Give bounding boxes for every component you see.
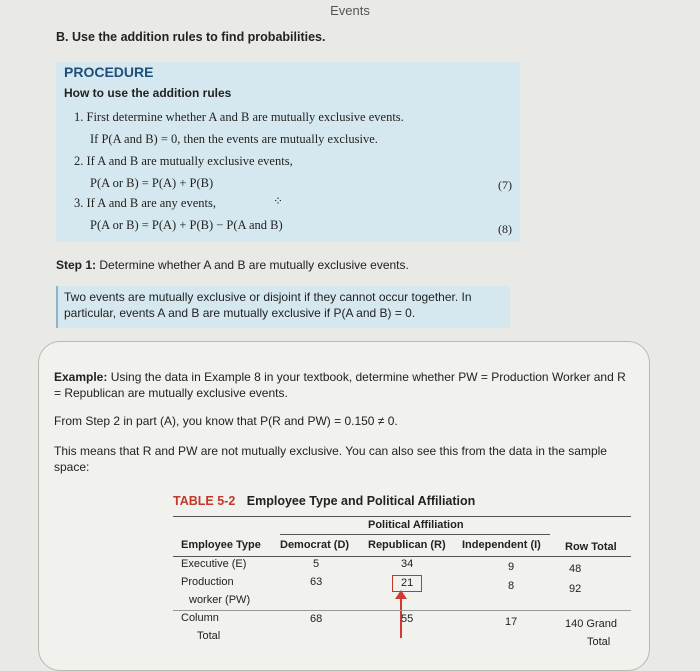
example-conclusion: This means that R and PW are not mutually exclusive. You can also see this from the data in the sample space: <box>54 444 607 474</box>
col-header-democrat: Democrat (D) <box>280 539 350 551</box>
procedure-line-1: 1. First determine whether A and B are mutually exclusive events. <box>74 110 404 124</box>
procedure-line-6: P(A or B) = P(A) + P(B) − P(A and B) <box>90 218 283 232</box>
row-column-total-i: 17 <box>505 616 518 628</box>
col-header-employee-type: Employee Type <box>181 539 261 551</box>
step-1-text: Determine whether A and B are mutually exclusive events. <box>99 258 409 272</box>
definition-box <box>56 286 510 328</box>
row-executive-type: Executive (E) <box>181 558 247 570</box>
col-header-independent: Independent (I) <box>462 539 541 551</box>
procedure-line-5: 3. If A and B are any events, <box>74 196 216 210</box>
example-intro <box>54 369 634 401</box>
procedure-title: PROCEDURE <box>64 64 154 80</box>
procedure-subtitle: How to use the addition rules <box>64 86 232 100</box>
table-number: TABLE 5-2 <box>173 494 236 508</box>
step-1-label: Step 1: <box>56 258 97 272</box>
col-header-republican: Republican (R) <box>368 539 446 551</box>
row-column-total-total: 140 Grand <box>565 618 617 630</box>
section-title: B. Use the addition rules to find probabilities. <box>56 30 326 44</box>
row-production-r: 21 <box>401 577 414 589</box>
procedure-line-2: If P(A and B) = 0, then the events are mutually exclusive. <box>90 132 378 146</box>
row-executive-total: 48 <box>569 563 582 575</box>
cursor-icon: ⁘ <box>273 194 284 208</box>
example-intro-text: Using the data in Example 8 in your textbook, determine whether PW = Production Worker and R = Republican are mutually exclusive events. <box>54 370 626 400</box>
table-title-text: Employee Type and Political Affiliation <box>246 494 476 508</box>
step-1 <box>56 258 409 272</box>
example-label: Example: <box>54 370 108 384</box>
procedure-line-4: P(A or B) = P(A) + P(B) <box>90 176 214 190</box>
row-production-type: Production <box>181 576 234 588</box>
example-step2: From Step 2 in part (A), you know that P(R and PW) = 0.150 ≠ 0. <box>54 414 398 428</box>
row-column-total-type: Column <box>181 612 219 624</box>
equation-number-7: (7) <box>498 178 512 192</box>
group-header-rule <box>280 534 550 535</box>
definition-text: Two events are mutually exclusive or disjoint if they cannot occur together. In particular, events A and B are mutually exclusive if P(A and B) = 0. <box>64 290 472 320</box>
row-production-d: 63 <box>310 576 323 588</box>
header-rule <box>173 556 631 557</box>
page-header <box>0 0 700 26</box>
row-production-total: 92 <box>569 583 582 595</box>
procedure-box <box>56 62 520 242</box>
row-executive-i: 9 <box>508 561 515 573</box>
equation-number-8: (8) <box>498 222 512 236</box>
table-title <box>173 494 475 508</box>
row-executive-r: 34 <box>401 558 414 570</box>
total-rule <box>173 610 631 611</box>
group-header: Political Affiliation <box>368 519 464 531</box>
row-column-total-r: 55 <box>401 613 414 625</box>
row-column-total-total-line2: Total <box>587 636 611 648</box>
table-top-rule <box>173 516 631 517</box>
row-executive-d: 5 <box>313 558 320 570</box>
row-column-total-type-line2: Total <box>197 630 221 642</box>
row-production-i: 8 <box>508 580 515 592</box>
row-column-total-d: 68 <box>310 613 323 625</box>
procedure-line-3: 2. If A and B are mutually exclusive events, <box>74 154 293 168</box>
row-production-type-line2: worker (PW) <box>189 594 251 606</box>
header-title: Events <box>330 3 370 18</box>
col-header-row-total: Row Total <box>565 541 617 553</box>
